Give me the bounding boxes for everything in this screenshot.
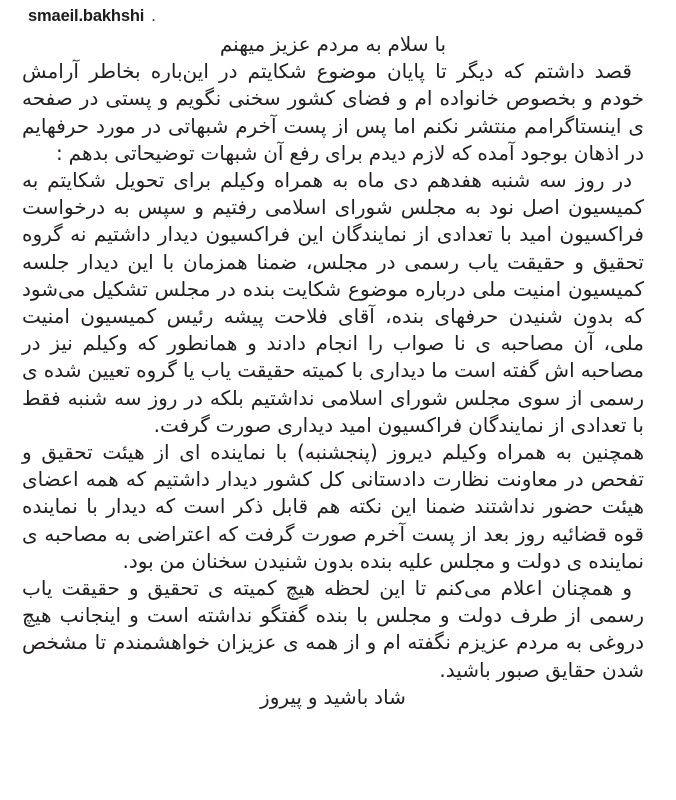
paragraph-body-1: در روز سه شنبه هفدهم دی ماه به همراه وکیلم برای تحویل شکایتم به کمیسیون اصل نود به مجلس شورای اسلامی رفتیم و سپس به درخواست فراکسیون امید با تعدادی از نمایندگان این فراکسیون دیدار داشتیم نه گروه تحقیق و حقیقت یاب رسمی در مجلس، ضمنا همزمان با این دیدار جلسه کمیسیون امنیت ملی درباره موضوع شکایت بنده در مجلس تشکیل می‌شود که بدون شنیدن حرفهای بنده، آقای فلاحت پیشه رئیس کمیسیون امنیت ملی، آن مصاحبه ی نا صواب را انجام دادند و همانطور که وکیلم نیز در مصاحبه اش گفته است ما دیداری با کمیته حقیقت یاب یا گروه تعیین شده ی رسمی از سوی مجلس شورای اسلامی نداشتیم بلکه در روز سه شنبه فقط با تعدادی از نمایندگان فراکسیون امید دیداری صورت گرفت. [22, 168, 644, 437]
paragraph-intro: قصد داشتم که دیگر تا پایان موضوع شکایتم در این‌باره بخاطر آرامش خودم و بخصوص خانواده ام و فضای کشور سخنی نگویم و پستی در صفحه ی اینستاگرامم منتشر نکنم اما پس از پست آخرم شبهاتی در مورد حرفهایم در اذهان بوجود آمده که لازم دیدم برای رفع آن شبهات توضیحاتی بدهم : [22, 59, 644, 165]
post-body [22, 31, 644, 711]
author-username[interactable]: smaeil.bakhshi [28, 7, 145, 25]
paragraph-greeting: با سلام به مردم عزیز میهنم [219, 32, 447, 56]
username-separator: . [151, 7, 156, 25]
paragraph-body-2: همچنین به همراه وکیلم دیروز (پنجشنبه) با نماینده ای از هیئت تحقیق و تفحص در معاونت نظارت دادستانی کل کشور دیدار داشتیم که همه اعضای هیئت حضور نداشتند ضمنا این نکته هم قابل ذکر است که دیدار با نماینده قوه قضائیه روز بعد از پست آخرم صورت گرفت که اعتراضی به مصاحبه ی نماینده ی دولت و مجلس علیه بنده بدون شنیدن سخنان من بود. [22, 440, 644, 573]
paragraph-closing: شاد باشید و پیروز [260, 684, 406, 709]
paragraph-body-3: و همچنان اعلام می‌کنم تا این لحظه هیچ کمیته ی تحقیق و حقیقت یاب رسمی از طرف دولت و مجلس با بنده گفتگو نداشته است و اینجانب هیچ دروغی به مردم عزیزم نگفته ام و از همه ی عزیزان خواهشمندم تا مشخص شدن حقایق صبور باشید. [22, 576, 644, 682]
post-header [0, 4, 676, 28]
